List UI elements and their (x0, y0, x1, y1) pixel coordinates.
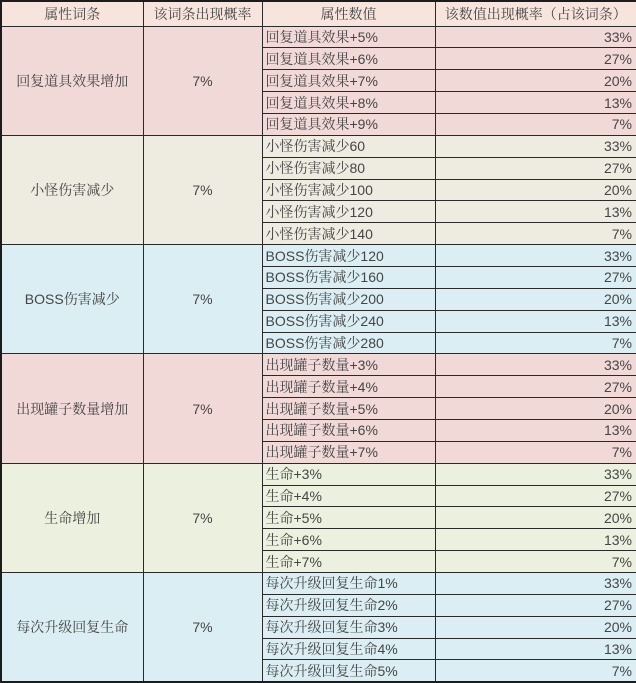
value-probability-cell: 13% (435, 638, 636, 660)
attribute-value-cell: 生命+4% (262, 485, 435, 507)
attribute-value-cell: 生命+6% (262, 529, 435, 551)
attribute-name-cell: 每次升级回复生命 (1, 572, 143, 682)
value-probability-cell: 20% (435, 288, 636, 310)
attribute-value-cell: 出现罐子数量+5% (262, 398, 435, 420)
attribute-value-cell: 回复道具效果+5% (262, 26, 435, 48)
attribute-name-cell: 回复道具效果增加 (1, 26, 143, 135)
attribute-value-cell: 回复道具效果+9% (262, 113, 435, 135)
attribute-value-cell: 出现罐子数量+7% (262, 441, 435, 463)
value-probability-cell: 27% (435, 376, 636, 398)
entry-probability-cell: 7% (143, 26, 262, 135)
attribute-value-cell: 小怪伤害减少140 (262, 223, 435, 245)
attribute-value-cell: 回复道具效果+6% (262, 48, 435, 70)
value-probability-cell: 13% (435, 419, 636, 441)
value-probability-cell: 27% (435, 594, 636, 616)
table-row (1, 572, 636, 594)
table-row (1, 463, 636, 485)
value-probability-cell: 20% (435, 179, 636, 201)
value-probability-cell: 13% (435, 92, 636, 114)
attribute-value-cell: 小怪伤害减少60 (262, 135, 435, 157)
value-probability-cell: 33% (435, 354, 636, 376)
attribute-value-cell: 小怪伤害减少100 (262, 179, 435, 201)
value-probability-cell: 27% (435, 485, 636, 507)
entry-probability-cell: 7% (143, 572, 262, 682)
entry-probability-cell: 7% (143, 245, 262, 354)
value-probability-cell: 13% (435, 201, 636, 223)
value-probability-cell: 20% (435, 616, 636, 638)
attribute-value-cell: 回复道具效果+7% (262, 70, 435, 92)
value-probability-cell: 13% (435, 310, 636, 332)
attribute-name-cell: 生命增加 (1, 463, 143, 572)
value-probability-cell: 7% (435, 223, 636, 245)
value-probability-cell: 20% (435, 70, 636, 92)
attribute-value-cell: 出现罐子数量+3% (262, 354, 435, 376)
attribute-name-cell: BOSS伤害减少 (1, 245, 143, 354)
attribute-value-cell: 生命+7% (262, 551, 435, 573)
header-attribute: 属性词条 (1, 1, 143, 26)
attribute-value-cell: 生命+3% (262, 463, 435, 485)
value-probability-cell: 20% (435, 398, 636, 420)
attribute-value-cell: 小怪伤害减少120 (262, 201, 435, 223)
table-row (1, 245, 636, 267)
value-probability-cell: 33% (435, 26, 636, 48)
value-probability-cell: 27% (435, 266, 636, 288)
value-probability-cell: 7% (435, 660, 636, 682)
table-row (1, 26, 636, 48)
value-probability-cell: 20% (435, 507, 636, 529)
value-probability-cell: 27% (435, 157, 636, 179)
header-value-probability: 该数值出现概率（占该词条） (435, 1, 636, 26)
attribute-value-cell: 每次升级回复生命5% (262, 660, 435, 682)
header-row (1, 1, 636, 26)
header-value: 属性数值 (262, 1, 435, 26)
value-probability-cell: 13% (435, 529, 636, 551)
attribute-value-cell: 每次升级回复生命3% (262, 616, 435, 638)
attribute-value-cell: BOSS伤害减少200 (262, 288, 435, 310)
attribute-value-cell: 每次升级回复生命4% (262, 638, 435, 660)
value-probability-cell: 33% (435, 572, 636, 594)
attribute-value-cell: BOSS伤害减少120 (262, 245, 435, 267)
value-probability-cell: 7% (435, 332, 636, 354)
entry-probability-cell: 7% (143, 354, 262, 463)
attribute-value-cell: 出现罐子数量+4% (262, 376, 435, 398)
value-probability-cell: 7% (435, 113, 636, 135)
entry-probability-cell: 7% (143, 463, 262, 572)
table-row (1, 135, 636, 157)
attribute-value-cell: 小怪伤害减少80 (262, 157, 435, 179)
value-probability-cell: 27% (435, 48, 636, 70)
value-probability-cell: 33% (435, 135, 636, 157)
attribute-value-cell: 出现罐子数量+6% (262, 419, 435, 441)
attribute-name-cell: 出现罐子数量增加 (1, 354, 143, 463)
value-probability-cell: 7% (435, 551, 636, 573)
header-entry-probability: 该词条出现概率 (143, 1, 262, 26)
attribute-value-cell: 生命+5% (262, 507, 435, 529)
attribute-value-cell: BOSS伤害减少240 (262, 310, 435, 332)
value-probability-cell: 7% (435, 441, 636, 463)
attribute-value-cell: 每次升级回复生命1% (262, 572, 435, 594)
attribute-value-cell: BOSS伤害减少280 (262, 332, 435, 354)
value-probability-cell: 33% (435, 463, 636, 485)
attribute-value-cell: 回复道具效果+8% (262, 92, 435, 114)
entry-probability-cell: 7% (143, 135, 262, 244)
attribute-value-cell: BOSS伤害减少160 (262, 266, 435, 288)
value-probability-cell: 33% (435, 245, 636, 267)
attribute-name-cell: 小怪伤害减少 (1, 135, 143, 244)
attribute-value-cell: 每次升级回复生命2% (262, 594, 435, 616)
table-row (1, 354, 636, 376)
